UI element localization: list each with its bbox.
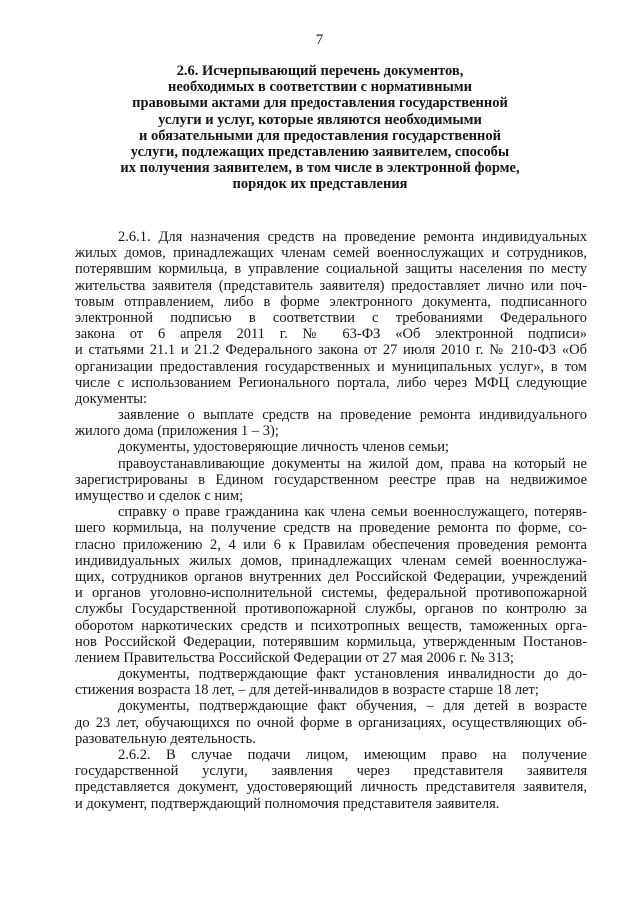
body-line: государственной услуги, заявления через представителя заявителя	[75, 763, 587, 780]
heading-line: услуги и услуг, которые являются необходимыми	[158, 111, 482, 128]
body-line: документы, удостоверяющие личность членов семьи;	[118, 439, 450, 456]
document-body	[75, 229, 587, 812]
body-line: потерявшим кормильца, в управление социальной защиты населения по месту	[75, 261, 587, 278]
body-line: документы, подтверждающие факт установления инвалидности до до-	[118, 666, 587, 683]
body-line: разовательную деятельность.	[75, 730, 256, 747]
heading-line: их получения заявителем, в том числе в электронной форме,	[120, 160, 520, 177]
body-line: правоустанавливающие документы на жилой дом, права на который не	[118, 455, 587, 472]
body-line: 2.6.2. В случае подачи лицом, имеющим право на получение	[118, 747, 587, 763]
body-line: и органов уголовно-исполнительной системы, федеральной противопожарной	[75, 585, 587, 602]
heading-line: правовыми актами для предоставления государственной	[132, 95, 508, 112]
body-line: жительства заявителя (представитель заявителя) предоставляет лично или поч-	[75, 277, 587, 294]
body-line: щих, сотрудников органов внутренних дел Российской Федерации, учреждений	[75, 568, 587, 585]
body-line: шего кормильца, на получение средств на проведение ремонта по форме, со-	[75, 520, 587, 537]
body-line: имущество и сделок с ним;	[75, 488, 244, 504]
body-line: справку о праве гражданина как члена семьи военнослужащего, потеряв-	[118, 504, 587, 521]
body-line: зарегистрированы в Едином государственном реестре прав на недвижимое	[75, 471, 587, 488]
body-line: до 23 лет, обучающихся по очной форме в организациях, осуществляющих об-	[75, 714, 587, 731]
body-line: гласно приложению 2, 4 или 6 к Правилам обеспечения проведения ремонта	[75, 536, 587, 553]
body-line: индивидуальных жилых домов, принадлежащих членам семей военнослужа-	[75, 552, 587, 569]
body-line: документы, подтверждающие факт обучения, – для детей в возрасте	[118, 698, 587, 715]
body-line: службы Государственной противопожарной службы, органов по контролю за	[75, 601, 587, 618]
body-line: и статьями 21.1 и 21.2 Федерального закона от 27 июля 2010 г. № 210-ФЗ «Об	[75, 342, 587, 359]
body-line: 2.6.1. Для назначения средств на проведение ремонта индивидуальных	[118, 229, 587, 245]
body-line: оборотом наркотических средств и психотропных веществ, таможенных орга-	[75, 617, 587, 634]
body-line: жилых домов, принадлежащих членам семей военнослужащих и сотрудников,	[75, 245, 587, 262]
body-line: документы:	[75, 390, 148, 407]
body-line: нов Российской Федерации, потерявшим кормильца, утвержденным Постанов-	[75, 633, 587, 650]
body-line: стижения возраста 18 лет, – для детей-инвалидов в возрасте старше 18 лет;	[75, 682, 539, 699]
body-line: электронной подписью в соответствии с требованиями Федерального	[75, 309, 587, 326]
body-line: представляется документ, удостоверяющий личность представителя заявителя,	[75, 779, 587, 796]
body-line: закона от 6 апреля 2011 г. № 63-ФЗ «Об электронной подписи»	[75, 326, 587, 343]
body-line: лением Правительства Российской Федерации от 27 мая 2006 г. № 313;	[75, 649, 514, 666]
heading-line: и обязательными для предоставления государственной	[139, 127, 501, 144]
page-number: 7	[315, 32, 324, 48]
body-line: жилого дома (приложения 1 – 3);	[75, 423, 279, 440]
heading-line: необходимых в соответствии с нормативными	[167, 79, 473, 96]
heading-line: порядок их представления	[232, 176, 408, 193]
body-line: товым отправлением, либо в форме электронного документа, подписанного	[75, 293, 587, 310]
section-heading	[110, 63, 530, 193]
body-line: числе с использованием Регионального портала, либо через МФЦ следующие	[75, 374, 587, 391]
heading-line: услуги, подлежащих представлению заявителем, способы	[130, 144, 510, 161]
body-line: заявление о выплате средств на проведение ремонта индивидуального	[118, 407, 587, 424]
heading-line: 2.6. Исчерпывающий перечень документов,	[176, 63, 464, 79]
body-line: и документ, подтверждающий полномочия представителя заявителя.	[75, 795, 500, 812]
body-line: организации предоставления государственных и муниципальных услуг», в том	[75, 358, 587, 375]
